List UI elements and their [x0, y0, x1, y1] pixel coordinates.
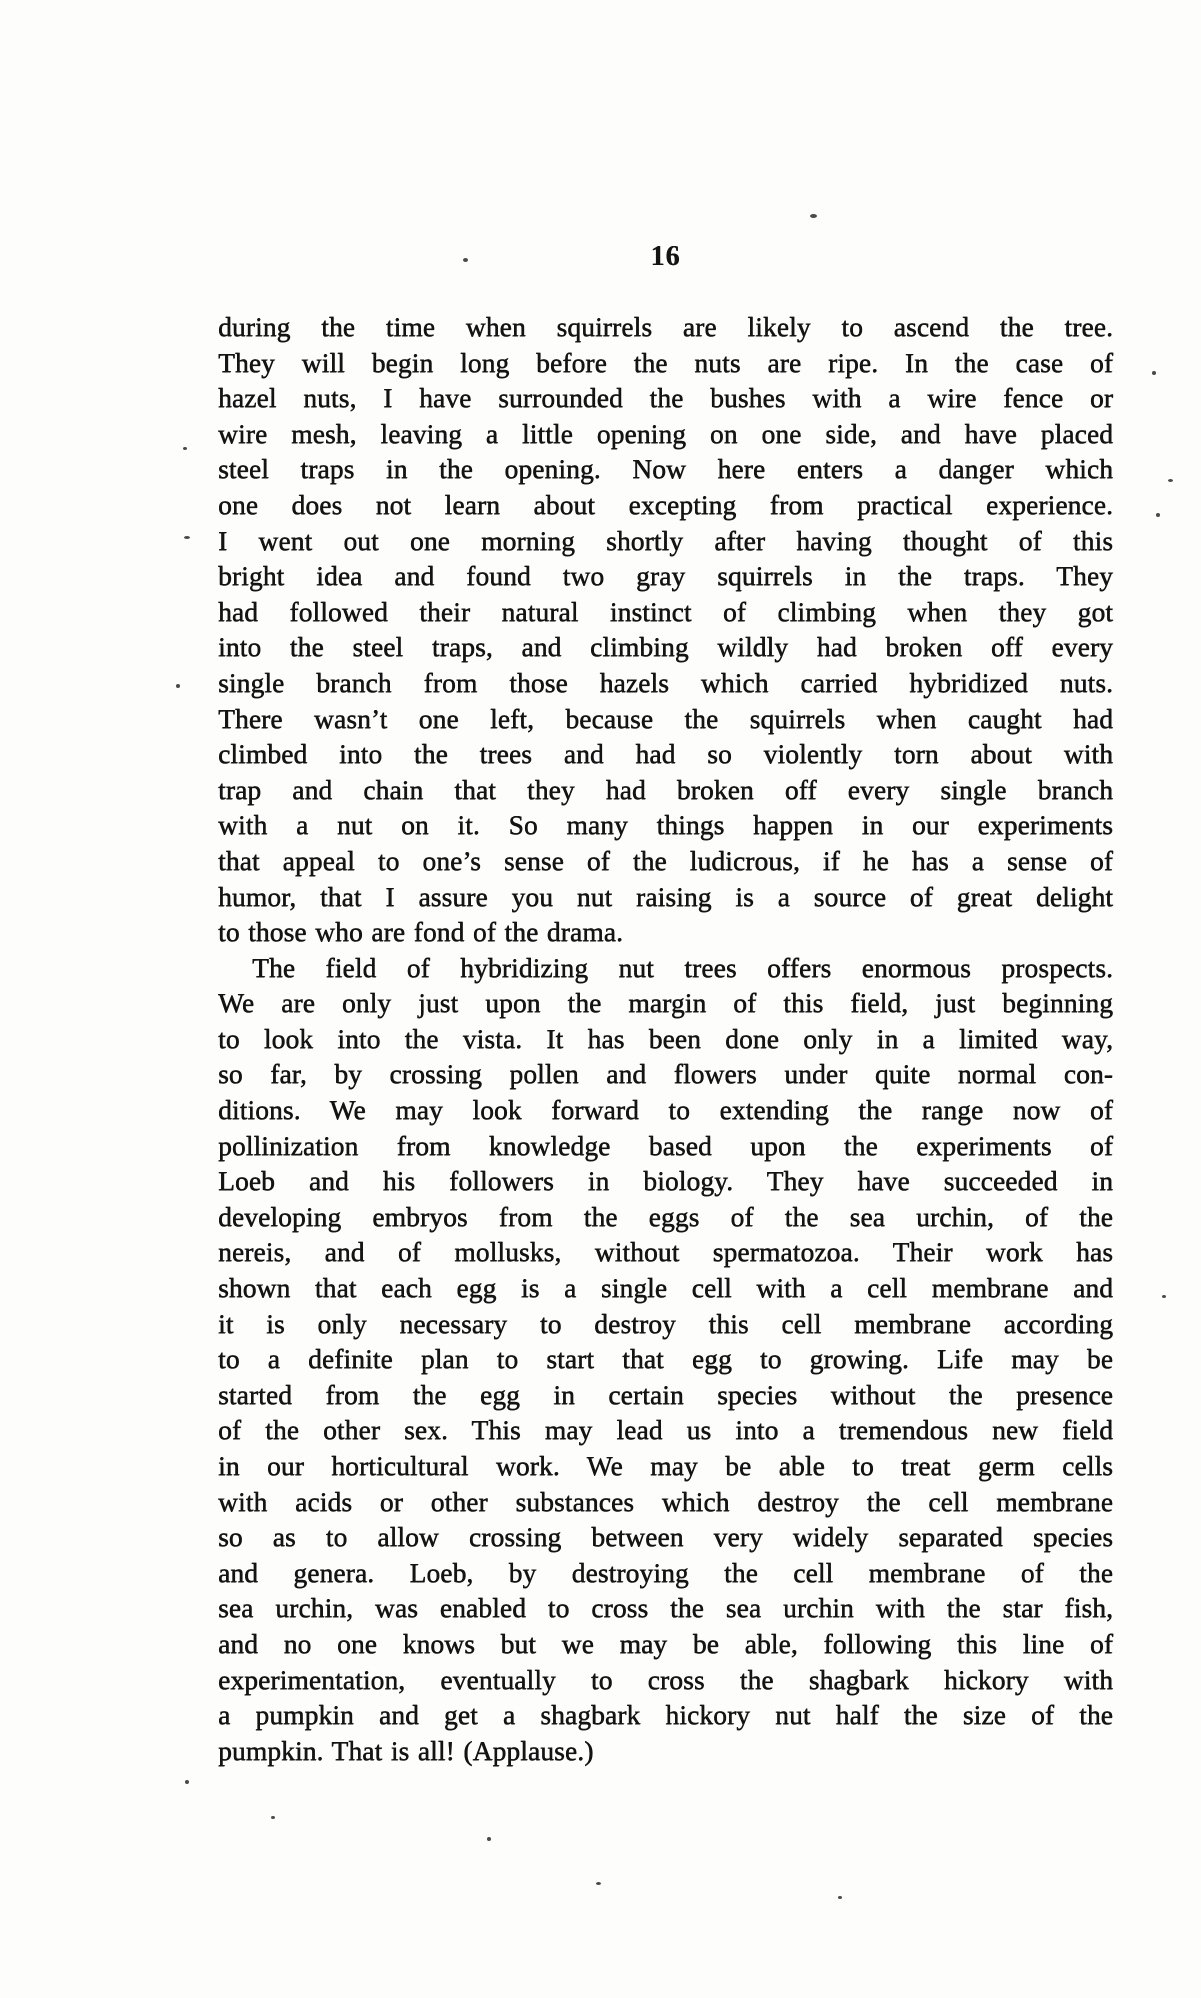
text-line: in our horticultural work. We may be able to treat germ cells [218, 1450, 1113, 1481]
scan-speck [596, 1882, 601, 1885]
text-line: nereis, and of mollusks, without spermatozoa. Their work has [218, 1236, 1113, 1268]
text-line: that appeal to one’s sense of the ludicrous, if he has a sense of [218, 844, 1113, 876]
text-line: it is only necessary to destroy this cell membrane according [218, 1307, 1113, 1339]
scan-speck [184, 536, 190, 539]
scan-speck [185, 1780, 189, 1784]
scan-speck [1152, 371, 1156, 375]
text-line: and no one knows but we may be able, following this line of [218, 1627, 1113, 1659]
scan-speck [176, 684, 180, 688]
text-line: developing embryos from the eggs of the sea urchin, of the [218, 1200, 1113, 1232]
text-line: pumpkin. That is all! (Applause.) [218, 1734, 594, 1766]
page-number: 16 [650, 241, 681, 272]
text-line: so far, by crossing pollen and flowers under quite normal con- [218, 1058, 1113, 1090]
scan-speck [183, 447, 187, 450]
text-line: with a nut on it. So many things happen in our experiments [218, 809, 1113, 841]
text-line: hazel nuts, I have surrounded the bushes with a wire fence or [218, 382, 1113, 414]
text-line: sea urchin, was enabled to cross the sea urchin with the star fish, [218, 1592, 1113, 1624]
text-line: single branch from those hazels which carried hybridized nuts. [218, 666, 1113, 698]
text-line: steel traps in the opening. Now here enters a danger which [218, 453, 1113, 485]
text-line: ditions. We may look forward to extending the range now of [218, 1094, 1113, 1126]
text-line: The field of hybridizing nut trees offers enormous prospects. [252, 951, 1113, 983]
text-line: to those who are fond of the drama. [218, 916, 623, 948]
scan-speck [1162, 1295, 1166, 1298]
text-line: during the time when squirrels are likely to ascend the tree. [218, 311, 1113, 342]
scan-speck [838, 1896, 842, 1899]
text-line: We are only just upon the margin of this field, just beginning [218, 987, 1113, 1019]
text-line: and genera. Loeb, by destroying the cell membrane of the [218, 1556, 1113, 1588]
text-line: with acids or other substances which destroy the cell membrane [218, 1485, 1113, 1517]
scan-speck [463, 258, 468, 262]
text-line: into the steel traps, and climbing wildly had broken off every [218, 631, 1113, 663]
text-line: had followed their natural instinct of climbing when they got [218, 595, 1113, 627]
text-line: a pumpkin and get a shagbark hickory nut half the size of the [218, 1699, 1113, 1731]
text-line: humor, that I assure you nut raising is a source of great delight [218, 880, 1113, 912]
scan-speck [487, 1837, 491, 1841]
text-line: pollinization from knowledge based upon the experiments of [218, 1129, 1113, 1161]
text-line: trap and chain that they had broken off every single branch [218, 773, 1113, 805]
text-line: one does not learn about excepting from practical experience. [218, 488, 1113, 520]
text-line: experimentation, eventually to cross the shagbark hickory with [218, 1663, 1113, 1695]
text-line: to look into the vista. It has been done only in a limited way, [218, 1022, 1113, 1054]
text-line: wire mesh, leaving a little opening on one side, and have placed [218, 417, 1113, 449]
text-line: shown that each egg is a single cell with a cell membrane and [218, 1272, 1113, 1304]
text-line: of the other sex. This may lead us into a tremendous new field [218, 1414, 1113, 1446]
scan-speck [1168, 479, 1173, 482]
text-line: so as to allow crossing between very widely separated species [218, 1521, 1113, 1553]
text-line: Loeb and his followers in biology. They have succeeded in [218, 1165, 1113, 1197]
text-line: They will begin long before the nuts are ripe. In the case of [218, 346, 1113, 378]
scan-speck [1156, 513, 1160, 517]
text-line: to a definite plan to start that egg to growing. Life may be [218, 1343, 1113, 1375]
text-line: started from the egg in certain species without the presence [218, 1378, 1113, 1410]
text-line: There wasn’t one left, because the squirrels when caught had [218, 702, 1113, 734]
text-line: bright idea and found two gray squirrels in the traps. They [218, 560, 1113, 592]
text-line: I went out one morning shortly after having thought of this [218, 524, 1113, 556]
scan-speck [810, 214, 817, 218]
text-line: climbed into the trees and had so violently torn about with [218, 738, 1113, 770]
page-text-block [218, 309, 1113, 1768]
scan-speck [271, 1816, 275, 1819]
